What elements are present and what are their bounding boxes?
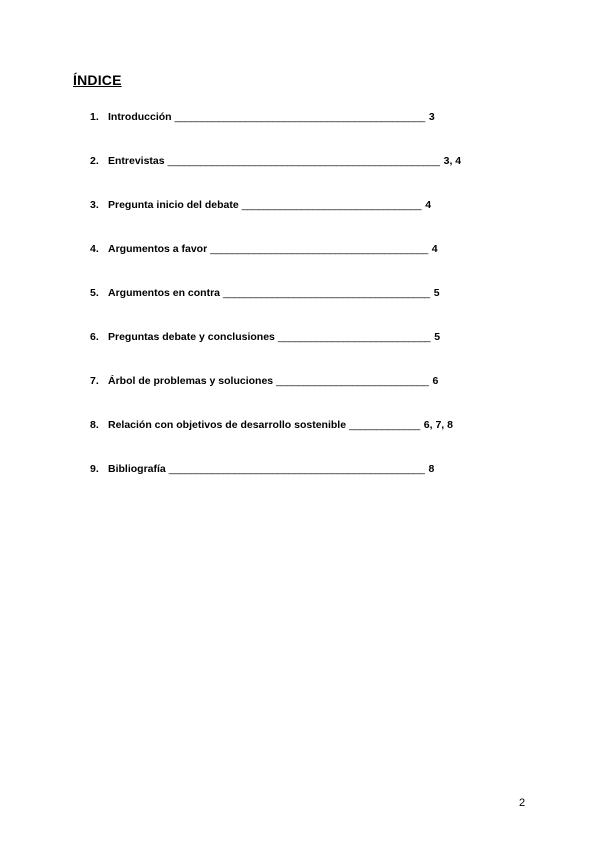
toc-entry-number: 7. bbox=[90, 375, 99, 387]
toc-entry-title: Preguntas debate y conclusiones bbox=[108, 331, 275, 343]
toc-entry-title: Árbol de problemas y soluciones bbox=[108, 375, 274, 387]
toc-entry-page: 5 bbox=[433, 287, 440, 299]
toc-entry-title: Entrevistas bbox=[108, 155, 165, 167]
toc-entry-number: 4. bbox=[90, 243, 99, 255]
toc-entry-leader: __________________________________________________ bbox=[167, 155, 440, 167]
toc-entry-page: 6, 7, 8 bbox=[423, 419, 453, 431]
toc-entry-leader: ____________________________ bbox=[276, 375, 429, 387]
toc-entry-title: Argumentos a favor bbox=[108, 243, 208, 255]
toc-entry-title: Argumentos en contra bbox=[108, 287, 221, 299]
toc-entry-number: 6. bbox=[90, 331, 99, 343]
toc-entry-title: Introducción bbox=[108, 111, 172, 123]
toc-entry-leader: _________________________________ bbox=[241, 199, 422, 211]
toc-entry-page: 3, 4 bbox=[443, 155, 462, 167]
toc-entry bbox=[90, 419, 490, 463]
toc-entry-number: 1. bbox=[90, 111, 99, 123]
toc-entry bbox=[90, 111, 490, 155]
toc-entry-page: 4 bbox=[425, 199, 432, 211]
toc-entry-number: 5. bbox=[90, 287, 99, 299]
toc-entry-leader: ______________________________________ bbox=[223, 287, 430, 299]
toc-entry-number: 9. bbox=[90, 463, 99, 475]
toc-entry-number: 3. bbox=[90, 199, 99, 211]
toc-entry bbox=[90, 243, 490, 287]
toc-entry-page: 6 bbox=[432, 375, 439, 387]
toc-entry-page: 3 bbox=[428, 111, 435, 123]
toc-entry-number: 2. bbox=[90, 155, 99, 167]
toc-entry bbox=[90, 287, 490, 331]
table-of-contents bbox=[90, 111, 490, 507]
index-heading: ÍNDICE bbox=[73, 72, 122, 88]
toc-entry bbox=[90, 331, 490, 375]
toc-entry bbox=[90, 375, 490, 419]
toc-entry-leader: ____________________________ bbox=[277, 331, 431, 343]
toc-entry bbox=[90, 199, 490, 243]
toc-entry-leader: ________________________________________ bbox=[210, 243, 428, 255]
page-number: 2 bbox=[519, 797, 526, 809]
toc-entry-leader: _____________ bbox=[349, 419, 420, 431]
toc-entry-title: Relación con objetivos de desarrollo sostenible bbox=[108, 419, 347, 431]
toc-entry-page: 8 bbox=[428, 463, 435, 475]
toc-entry-leader: ______________________________________________ bbox=[174, 111, 425, 123]
toc-entry-title: Bibliografía bbox=[108, 463, 166, 475]
toc-entry bbox=[90, 463, 490, 507]
toc-entry-page: 4 bbox=[431, 243, 438, 255]
toc-entry-title: Pregunta inicio del debate bbox=[108, 199, 239, 211]
toc-entry-number: 8. bbox=[90, 419, 99, 431]
toc-entry-leader: _______________________________________________ bbox=[168, 463, 425, 475]
toc-entry-page: 5 bbox=[434, 331, 441, 343]
toc-entry bbox=[90, 155, 490, 199]
